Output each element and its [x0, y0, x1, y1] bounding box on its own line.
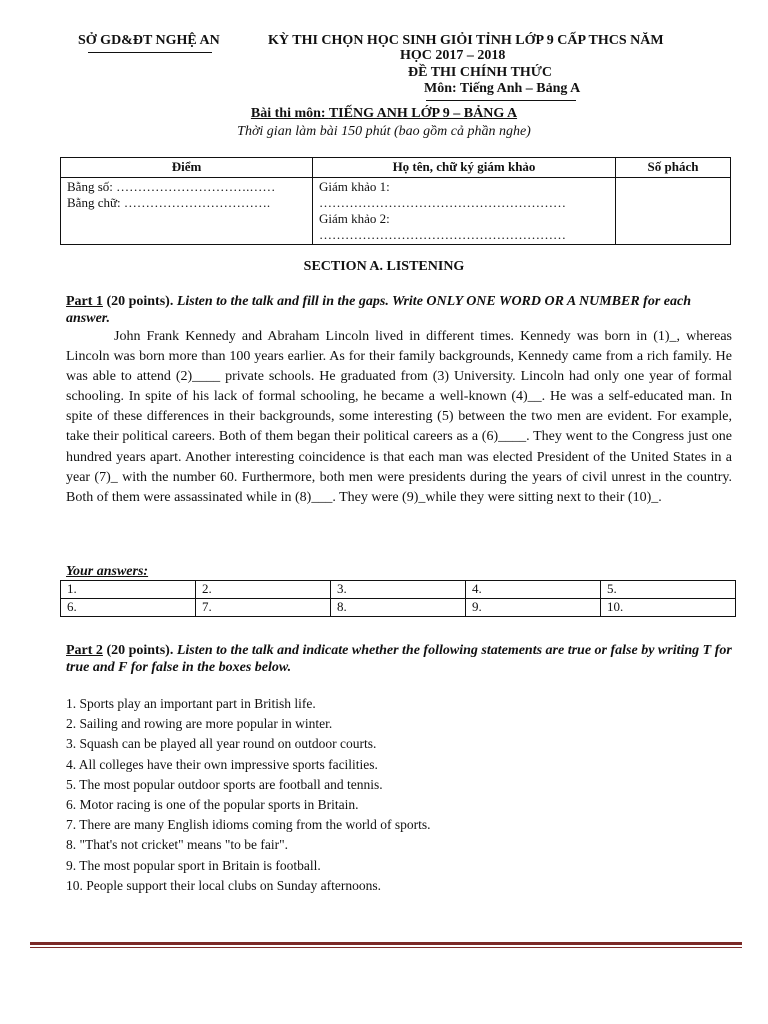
footer-divider	[30, 942, 742, 945]
list-item: 9. The most popular sport in Britain is football.	[66, 857, 321, 873]
header-underline	[426, 100, 576, 101]
answers-row	[61, 581, 736, 599]
part2-title	[66, 642, 732, 676]
list-item: 8. "That's not cricket" means "to be fair".	[66, 837, 289, 853]
part1-instruction: Listen to the talk and fill in the gaps. Write ONLY ONE WORD OR A NUMBER for each answer.	[66, 294, 692, 326]
answer-cell-1[interactable]: 1.	[61, 581, 196, 599]
part2-instruction: Listen to the talk and indicate whether the following statements are true or false by writing T for true and F for false in the boxes below.	[66, 643, 732, 675]
answer-cell-3[interactable]: 3.	[331, 581, 466, 599]
answer-cell-10[interactable]: 10.	[601, 599, 736, 617]
part2-points: (20 points).	[102, 643, 177, 658]
examiner-cell[interactable]	[313, 178, 616, 245]
examiner1-dots: …………………………………………………	[319, 195, 566, 210]
score-header: Điểm	[61, 158, 313, 178]
subject-title: TIẾNG ANH LỚP 9 – BẢNG A	[328, 106, 518, 121]
answer-cell-8[interactable]: 8.	[331, 599, 466, 617]
examiner2-label: Giám khảo 2:	[319, 211, 390, 226]
exam-title-line2: HỌC 2017 – 2018	[400, 48, 506, 63]
examiner1-label: Giám khảo 1:	[319, 179, 390, 194]
time-allowed: Thời gian làm bài 150 phút (bao gồm cả phần nghe)	[237, 124, 531, 139]
list-item: 3. Squash can be played all year round on outdoor courts.	[66, 736, 377, 752]
answer-cell-4[interactable]: 4.	[466, 581, 601, 599]
score-number-field: Bằng số: ………………………….……	[67, 179, 276, 194]
part2-label: Part 2	[66, 643, 103, 658]
subject-heading	[0, 106, 768, 122]
list-item: 6. Motor racing is one of the popular sports in Britain.	[66, 796, 359, 812]
department-name: SỞ GD&ĐT NGHỆ AN	[78, 33, 220, 48]
exam-title-line1: KỲ THI CHỌN HỌC SINH GIỎI TỈNH LỚP 9 CẤP THCS NĂM	[268, 33, 664, 48]
passage-text: John Frank Kennedy and Abraham Lincoln lived in different times. Kennedy was born in (1)_, whereas Lincoln was born more than 100 years earlier. As for their family backgrounds, Kennedy came from a rich family. He was able to attend (2)____ private schools. He graduated from (3) University. Lincoln had only one year of formal schooling. In spite of his lack of formal schooling, he became a well-known (4)__. He was a self-educated man. In spite of these differences in their backgrounds, some interesting (5) between the two men are evident. For example, take their political careers. Both of them began their political careers as a (6)____. They went to the Congress just one hundred years apart. Another interesting coincidence is that each man was elected President of the United States in a year (7)_ with the number 60. Furthermore, both men were presidents during the years of civil unrest in the country. Both of them were assassinated while in (8)___. They were (9)_while they were sitting next to their (10)_.	[66, 329, 732, 505]
examiner2-dots: …………………………………………………	[319, 227, 566, 242]
list-item: 2. Sailing and rowing are more popular in winter.	[66, 716, 333, 732]
answer-cell-2[interactable]: 2.	[196, 581, 331, 599]
answer-cell-6[interactable]: 6.	[61, 599, 196, 617]
answers-table	[60, 580, 736, 617]
subject-label: Môn: Tiếng Anh – Bảng A	[424, 81, 581, 96]
section-a-heading: SECTION A. LISTENING	[303, 259, 465, 274]
score-table-header	[61, 158, 731, 178]
part1-label: Part 1	[66, 294, 103, 309]
score-cell[interactable]	[61, 178, 313, 245]
answers-row	[61, 599, 736, 617]
score-table-row	[61, 178, 731, 245]
score-table	[60, 157, 731, 245]
list-item: 7. There are many English idioms coming from the world of sports.	[66, 817, 431, 833]
part1-title	[66, 293, 732, 327]
list-item: 4. All colleges have their own impressive sports facilities.	[66, 756, 378, 772]
subject-prefix: Bài thi môn:	[250, 106, 329, 121]
answer-cell-5[interactable]: 5.	[601, 581, 736, 599]
code-header: Số phách	[616, 158, 731, 178]
part1-points: (20 points).	[102, 294, 177, 309]
score-words-field: Bằng chữ: …………………………….	[67, 195, 271, 210]
list-item: 5. The most popular outdoor sports are football and tennis.	[66, 776, 383, 792]
footer-divider-thin	[30, 947, 742, 948]
code-cell[interactable]	[616, 178, 731, 245]
official-exam-label: ĐỀ THI CHÍNH THỨC	[408, 65, 553, 80]
part1-passage	[66, 327, 732, 508]
list-item: 1. Sports play an important part in British life.	[66, 696, 316, 711]
list-item: 10. People support their local clubs on Sunday afternoons.	[66, 877, 381, 893]
your-answers-label: Your answers:	[66, 564, 149, 579]
examiner-header: Họ tên, chữ ký giám khảo	[313, 158, 616, 178]
answer-cell-7[interactable]: 7.	[196, 599, 331, 617]
statements-list	[66, 694, 431, 896]
answer-cell-9[interactable]: 9.	[466, 599, 601, 617]
department-underline	[88, 52, 212, 53]
